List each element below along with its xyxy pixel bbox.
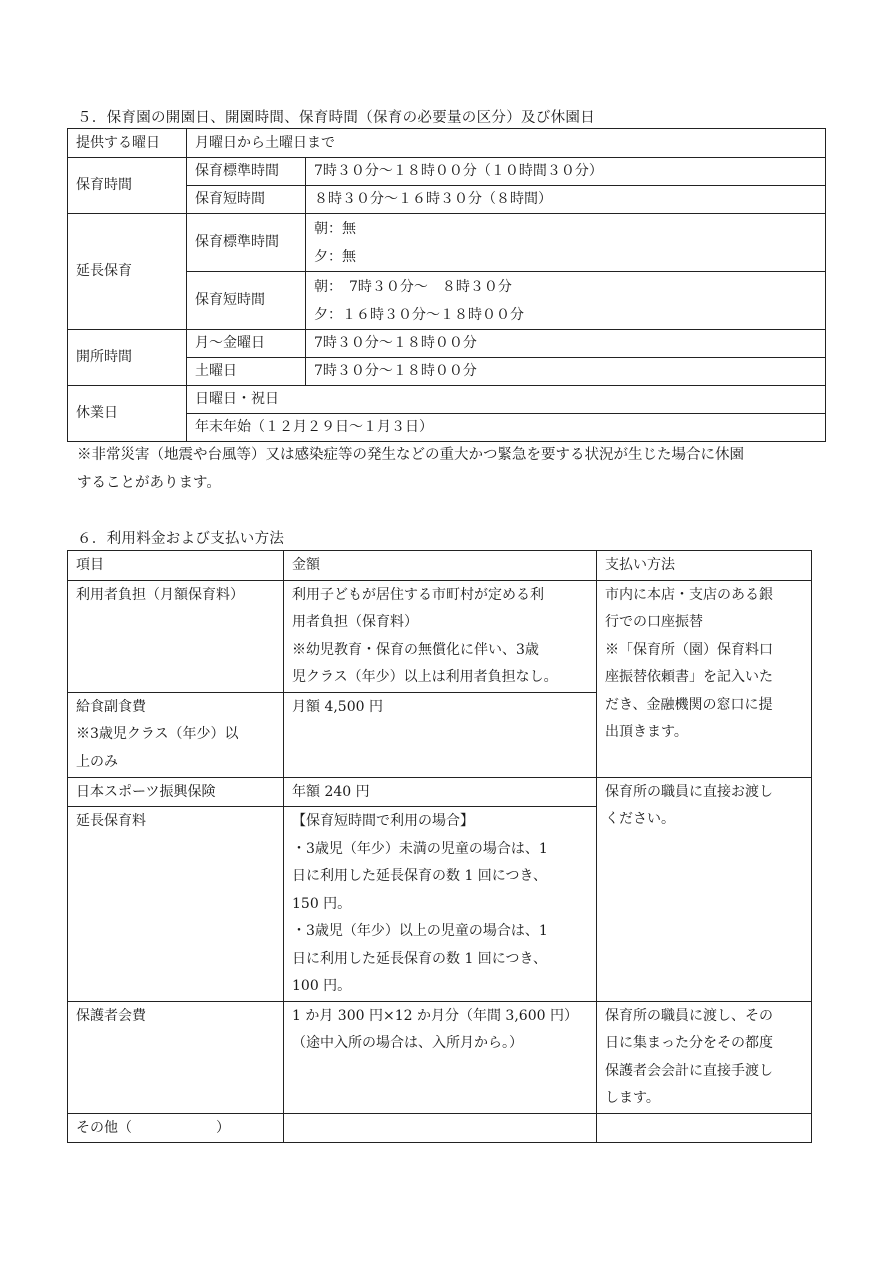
amount-line: ・3歳児（年少）以上の児童の場合は、1	[292, 923, 548, 939]
table-row	[68, 1001, 812, 1113]
amount-line: ・3歳児（年少）未満の児童の場合は、1	[292, 840, 548, 857]
extended-label: 延長保育	[68, 214, 187, 330]
payment-line: 出頂きます。	[605, 724, 688, 740]
amount-cell	[284, 1001, 597, 1113]
extended-short-value	[306, 272, 826, 330]
amount-line: 150 円。	[292, 895, 352, 912]
payment-line: だき、金融機関の窓口に提	[605, 696, 773, 713]
payment-cell	[597, 1113, 812, 1143]
open-weekday-value: 7時３０分～１８時００分	[306, 330, 826, 358]
payment-line: 保護者会会計に直接手渡し	[605, 1062, 773, 1079]
extended-standard-label: 保育標準時間	[187, 214, 306, 272]
item-cell	[68, 692, 284, 777]
item-cell: その他（ ）	[68, 1113, 284, 1143]
days-value: 月曜日から土曜日まで	[187, 129, 826, 158]
amount-cell: 月額 4,500 円	[284, 692, 597, 777]
table-row	[68, 214, 826, 272]
payment-line: 日に集まった分をその都度	[605, 1035, 773, 1051]
hours-standard-value: 7時３０分～１８時００分（１０時間３０分）	[306, 158, 826, 186]
header-amount: 金額	[284, 551, 597, 581]
table-header-row	[68, 551, 812, 581]
item-line: 給食副食費	[76, 698, 146, 715]
extended-standard-morning: 朝：無	[314, 221, 356, 237]
extended-standard-value	[306, 214, 826, 272]
extended-standard-evening: 夕：無	[314, 249, 356, 265]
table-row	[68, 1113, 812, 1143]
extended-short-evening: 夕：１６時３０分～１８時００分	[314, 307, 524, 323]
closure-note-line: することがあります。	[77, 475, 221, 491]
payment-cell-bank	[597, 580, 812, 777]
table-row	[68, 129, 826, 158]
amount-line: 日に利用した延長保育の数 1 回につき、	[292, 868, 547, 884]
open-saturday-label: 土曜日	[187, 358, 306, 386]
table-row	[68, 777, 812, 807]
section6-heading: ６．利用料金および支払い方法	[77, 531, 285, 547]
table-row	[68, 330, 826, 358]
payment-line: 保育所の職員に渡し、その	[605, 1007, 773, 1024]
fees-table	[67, 550, 812, 1143]
closed-value-1: 日曜日・祝日	[187, 386, 826, 414]
amount-line: 1 か月 300 円×12 か月分（年間 3,600 円）	[292, 1007, 578, 1024]
amount-line: （途中入所の場合は、入所月から。）	[292, 1035, 523, 1051]
header-item: 項目	[68, 551, 284, 581]
table-row	[68, 386, 826, 414]
amount-line: 日に利用した延長保育の数 1 回につき、	[292, 950, 547, 967]
amount-line: 【保育短時間で利用の場合】	[292, 813, 474, 829]
payment-cell-direct	[597, 777, 812, 1001]
amount-line: 用者負担（保育料）	[292, 614, 418, 630]
item-cell: 日本スポーツ振興保険	[68, 777, 284, 807]
open-saturday-value: 7時３０分～１８時００分	[306, 358, 826, 386]
header-payment: 支払い方法	[597, 551, 812, 581]
closed-value-2: 年末年始（１２月２９日～１月３日）	[187, 414, 826, 442]
amount-line: ※幼児教育・保育の無償化に伴い、3歳	[292, 641, 539, 658]
item-line: ※3歳児クラス（年少）以	[76, 726, 239, 742]
open-label: 開所時間	[68, 330, 187, 386]
closure-note-line: ※非常災害（地震や台風等）又は感染症等の発生などの重大かつ緊急を要する状況が生じた場合に休園	[77, 447, 744, 463]
amount-line: 100 円。	[292, 978, 352, 994]
payment-line: します。	[605, 1090, 660, 1106]
closed-label: 休業日	[68, 386, 187, 442]
payment-line: 行での口座振替	[605, 614, 703, 630]
item-cell: 利用者負担（月額保育料）	[68, 580, 284, 692]
payment-line: ※「保育所（園）保育料口	[605, 641, 773, 658]
table-row	[68, 580, 812, 692]
extended-short-morning: 朝： 7時３０分～ ８時３０分	[314, 279, 512, 295]
payment-line: 市内に本店・支店のある銀	[605, 586, 773, 603]
item-cell: 延長保育料	[68, 807, 284, 1002]
open-weekday-label: 月～金曜日	[187, 330, 306, 358]
table-row	[68, 158, 826, 186]
hours-standard-label: 保育標準時間	[187, 158, 306, 186]
amount-line: 利用子どもが居住する市町村が定める利	[292, 586, 544, 603]
schedule-table	[67, 128, 826, 442]
amount-line: 児クラス（年少）以上は利用者負担なし。	[292, 669, 558, 685]
payment-cell	[597, 1001, 812, 1113]
item-line: 上のみ	[76, 753, 118, 770]
closure-note	[77, 441, 822, 497]
hours-label: 保育時間	[68, 158, 187, 214]
amount-cell	[284, 580, 597, 692]
payment-line: 座振替依頼書」を記入いた	[605, 669, 773, 685]
extended-short-label: 保育短時間	[187, 272, 306, 330]
amount-cell	[284, 1113, 597, 1143]
amount-cell: 年額 240 円	[284, 777, 597, 807]
hours-short-label: 保育短時間	[187, 186, 306, 214]
amount-cell	[284, 807, 597, 1002]
section5-heading: ５．保育園の開園日、開園時間、保育時間（保育の必要量の区分）及び休園日	[77, 110, 595, 126]
hours-short-value: ８時３０分～１６時３０分（８時間）	[306, 186, 826, 214]
payment-line: 保育所の職員に直接お渡し	[605, 783, 773, 800]
item-cell: 保護者会費	[68, 1001, 284, 1113]
days-label: 提供する曜日	[68, 129, 187, 158]
payment-line: ください。	[605, 811, 675, 827]
